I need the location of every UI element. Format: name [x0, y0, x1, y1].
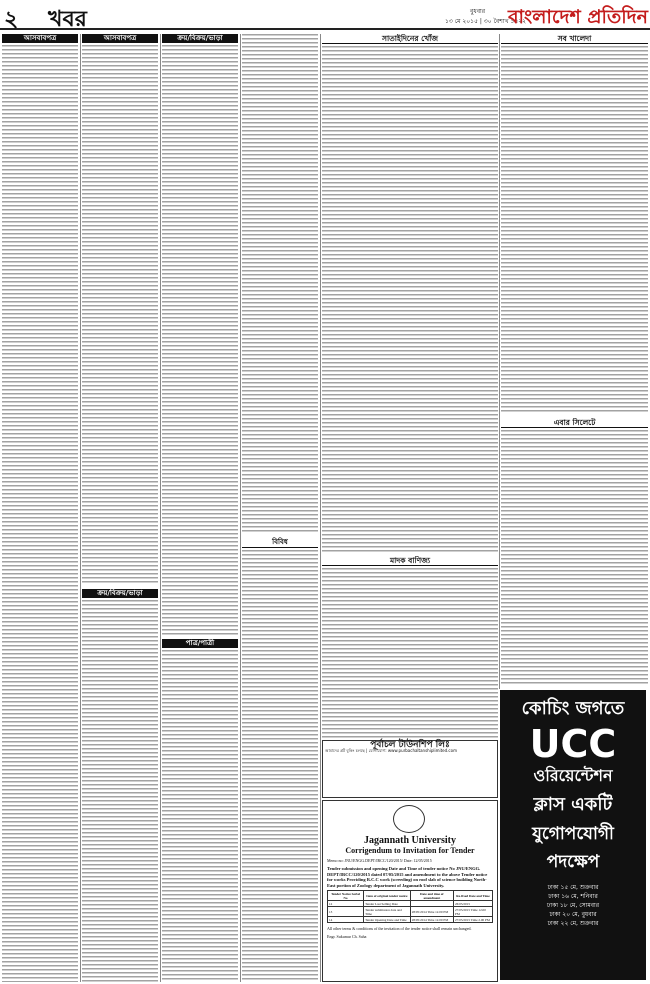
classified-text: [242, 34, 318, 534]
table-cell: 27/05/2015 Time 12.00 PM: [453, 907, 492, 917]
classified-text: [242, 550, 318, 982]
column-title: আসবাবপত্র: [82, 34, 158, 43]
column-title: বিবিধ: [242, 538, 318, 548]
table-header: Tender Notice Serial No: [328, 891, 364, 901]
section-name: খবর: [48, 6, 87, 32]
schedule-row: ঢাকা ১৫ মে, শুক্রবার: [547, 884, 599, 891]
table-cell: 28/05/2014 Time 12.00 PM: [410, 907, 453, 917]
news-article-middle: [322, 34, 498, 554]
table-row: [328, 907, 493, 917]
ad-text: আমাদের প্লট বুকিং চলছে | যোগাযোগ: www.purbachaltanshiplimited.com: [325, 748, 457, 753]
article-headline: মাদক বাণিজ্য: [322, 556, 498, 566]
tender-signer: Engr. Sukumar Ch. Saha: [327, 934, 367, 939]
ad-line: কোচিং জগতে: [521, 698, 625, 719]
article-headline: সব খালেদা: [501, 34, 648, 44]
table-cell: Tender Last Selling Date: [364, 901, 411, 907]
newspaper-brand: বাংলাদেশ প্রতিদিন: [507, 6, 648, 28]
classified-text: [2, 45, 78, 982]
tender-table: [327, 890, 493, 923]
tender-footer: All other terms & conditions of the invitation of the tender notice shall remain unchanged.: [327, 926, 472, 931]
tender-notice: [322, 800, 498, 982]
schedule-row: ঢাকা ২০ মে, বুধবার: [549, 911, 597, 918]
news-article-right-2: [501, 418, 648, 686]
ad-line: ওরিয়েন্টেশন: [533, 766, 613, 785]
university-logo-icon: [393, 805, 425, 833]
day-label: বুধবার: [470, 8, 486, 15]
column-title: ক্রয়/বিক্রয়/ভাড়া: [82, 589, 158, 598]
advertisement-purbachal: [322, 740, 498, 798]
classified-text: [162, 45, 238, 635]
table-cell: 28/05/2014 Time 12.00 PM: [410, 917, 453, 923]
table-header: Item of original tender notice: [364, 891, 411, 901]
column-title: আসবাবপত্র: [2, 34, 78, 43]
schedule-row: ঢাকা ২২ মে, শুক্রবার: [547, 920, 599, 927]
advertisement-ucc: [500, 690, 646, 980]
table-cell: Tender Opening Date and Time: [364, 917, 411, 923]
article-body: [501, 46, 648, 414]
table-cell: Tender submission date and Time: [364, 907, 411, 917]
classified-text: [82, 600, 158, 982]
table-row: [328, 917, 493, 923]
classified-column-4: [242, 34, 318, 982]
classified-column-1: [2, 34, 78, 982]
column-divider: [499, 34, 500, 689]
column-divider: [320, 34, 321, 982]
classified-column-3: [162, 34, 238, 982]
tender-body: Tender submission and opening Date and Time of tender notice No JNU/ENGG. DEPT/IRCC/120/2015 dated 07/05/2015 and amendment to the above Tender notice for works Providing R.C.C work (screeding) on roof slab of science building North-East portion of Zoology department of Jagannath University.: [327, 866, 488, 888]
column-divider: [80, 34, 81, 982]
page-header: [0, 0, 650, 30]
university-name: Jagannath University: [364, 835, 456, 846]
article-body: [322, 568, 498, 738]
news-article-right: [501, 34, 648, 414]
article-headline: এবার সিলেটে: [501, 418, 648, 428]
column-title: ক্রয়/বিক্রয়/ভাড়া: [162, 34, 238, 43]
ad-title: পূর্বাচল টাউনশিপ লিঃ: [370, 740, 450, 750]
classified-text: [162, 650, 238, 982]
table-header: Date and time of amendment: [410, 891, 453, 901]
column-divider: [160, 34, 161, 982]
ad-schedule: [500, 883, 646, 928]
article-headline: সাতাইদিনের খোঁজ: [322, 34, 498, 44]
table-cell: 14: [328, 917, 364, 923]
date-label: ১৩ মে ২০১৫ | ৩০ বৈশাখ ১৪২২: [445, 18, 527, 25]
column-divider: [240, 34, 241, 982]
article-body: [501, 430, 648, 686]
ad-line: ক্লাস একটি: [533, 794, 613, 815]
ad-line: যুগোপযোগী: [532, 824, 614, 844]
ad-line: UCC: [529, 722, 617, 766]
news-article-middle-2: [322, 556, 498, 738]
tender-memo: Memo no: JNU/ENGG.DEPT/IRCC/120/2015/ Date: 12/05/2015: [327, 858, 432, 863]
classified-text: [82, 45, 158, 585]
ad-line: পদক্ষেপ: [546, 852, 600, 872]
schedule-row: ঢাকা ১৬ মে, শনিবার: [548, 893, 598, 900]
table-cell: 27/05/2015 Time 2.00 PM: [453, 917, 492, 923]
table-header: Re-fixed Date and Time: [453, 891, 492, 901]
table-cell: 26/05/2015: [453, 901, 492, 907]
page-number: ২: [4, 6, 19, 32]
article-body: [322, 46, 498, 554]
tender-title: Corrigendum to Invitation for Tender: [345, 846, 475, 855]
schedule-row: ঢাকা ১৮ মে, সোমবার: [546, 902, 600, 909]
table-cell: 12: [328, 901, 364, 907]
column-title: পাত্র/পাত্রী: [162, 639, 238, 648]
table-cell: 13: [328, 907, 364, 917]
classified-column-2: [82, 34, 158, 982]
